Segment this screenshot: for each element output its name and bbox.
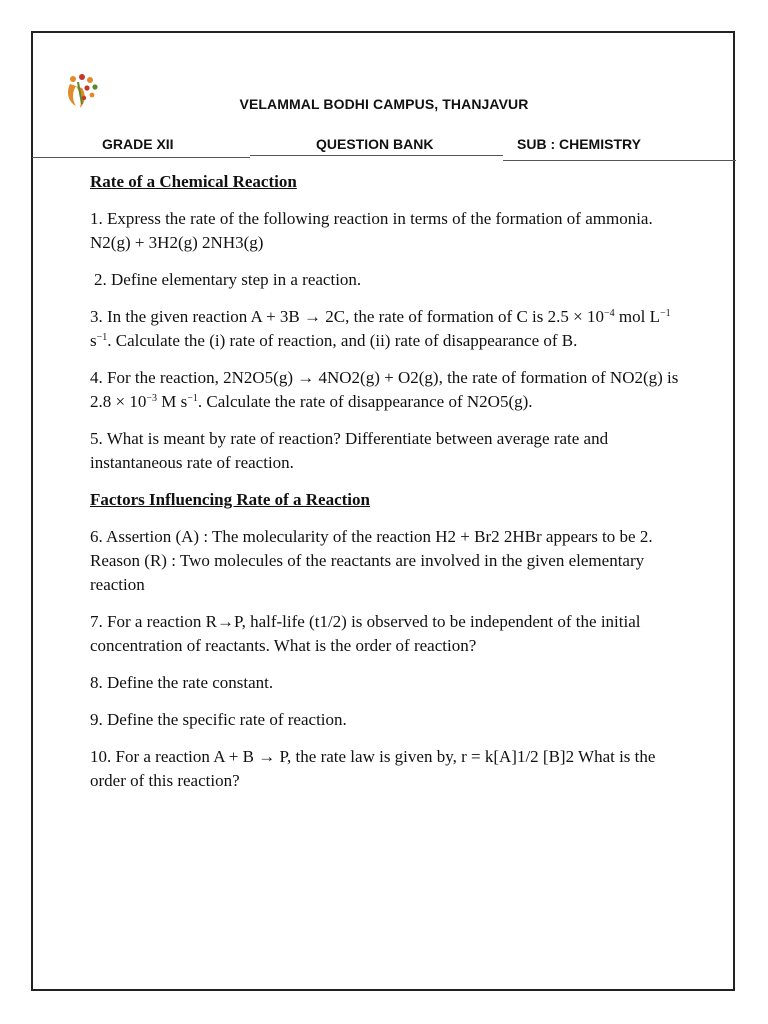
header-divider	[250, 155, 503, 156]
section-title: Rate of a Chemical Reaction	[90, 172, 297, 191]
grade-label: GRADE XII	[102, 136, 174, 152]
header-divider	[503, 160, 736, 161]
question-2: 2. Define elementary step in a reaction.	[94, 270, 362, 289]
document-type: QUESTION BANK	[316, 136, 434, 152]
section-title: Factors Influencing Rate of a Reaction	[90, 490, 370, 509]
question-4: 4. For the reaction, 2N2O5(g) → 4NO2(g) + O2(g), the rate of formation of NO2(g) is $2.8 \times 10^{-3}$ M $s^{-1}$. Calculate the rate of disappearance of N2O5(g).	[90, 368, 679, 411]
question-1: 1. Express the rate of the following reaction in terms of the formation of ammonia. N2(g) + 3H2(g) 2NH3(g)	[90, 209, 653, 252]
header-divider	[32, 157, 250, 158]
question-list	[90, 170, 690, 806]
question-8: 8. Define the rate constant.	[90, 673, 274, 692]
question-6: 6. Assertion (A) : The molecularity of the reaction H2 + Br2 2HBr appears to be 2. Reason (R) : Two molecules of the reactants are involved in the given elementary reaction	[90, 527, 653, 594]
question-3: 3. In the given reaction A + 3B → 2C, the rate of formation of C is $2.5 \times 10^{-4}$ mol $L^{-1}$ $s^{-1}$. Calculate the (i) rate of reaction, and (ii) rate of disappearance of B.	[90, 307, 671, 350]
subject-label: SUB : CHEMISTRY	[517, 136, 641, 152]
question-5: 5. What is meant by rate of reaction? Differentiate between average rate and instantaneous rate of reaction.	[90, 429, 609, 472]
question-9: 9. Define the specific rate of reaction.	[90, 710, 347, 729]
school-name: VELAMMAL BODHI CAMPUS, THANJAVUR	[239, 96, 529, 112]
question-7: 7. For a reaction R→P, half-life (t1/2) is observed to be independent of the initial concentration of reactants. What is the order of reaction?	[90, 612, 641, 655]
question-10: 10. For a reaction A + B → P, the rate law is given by, r = k[A]1/2 [B]2 What is the order of this reaction?	[90, 747, 656, 790]
